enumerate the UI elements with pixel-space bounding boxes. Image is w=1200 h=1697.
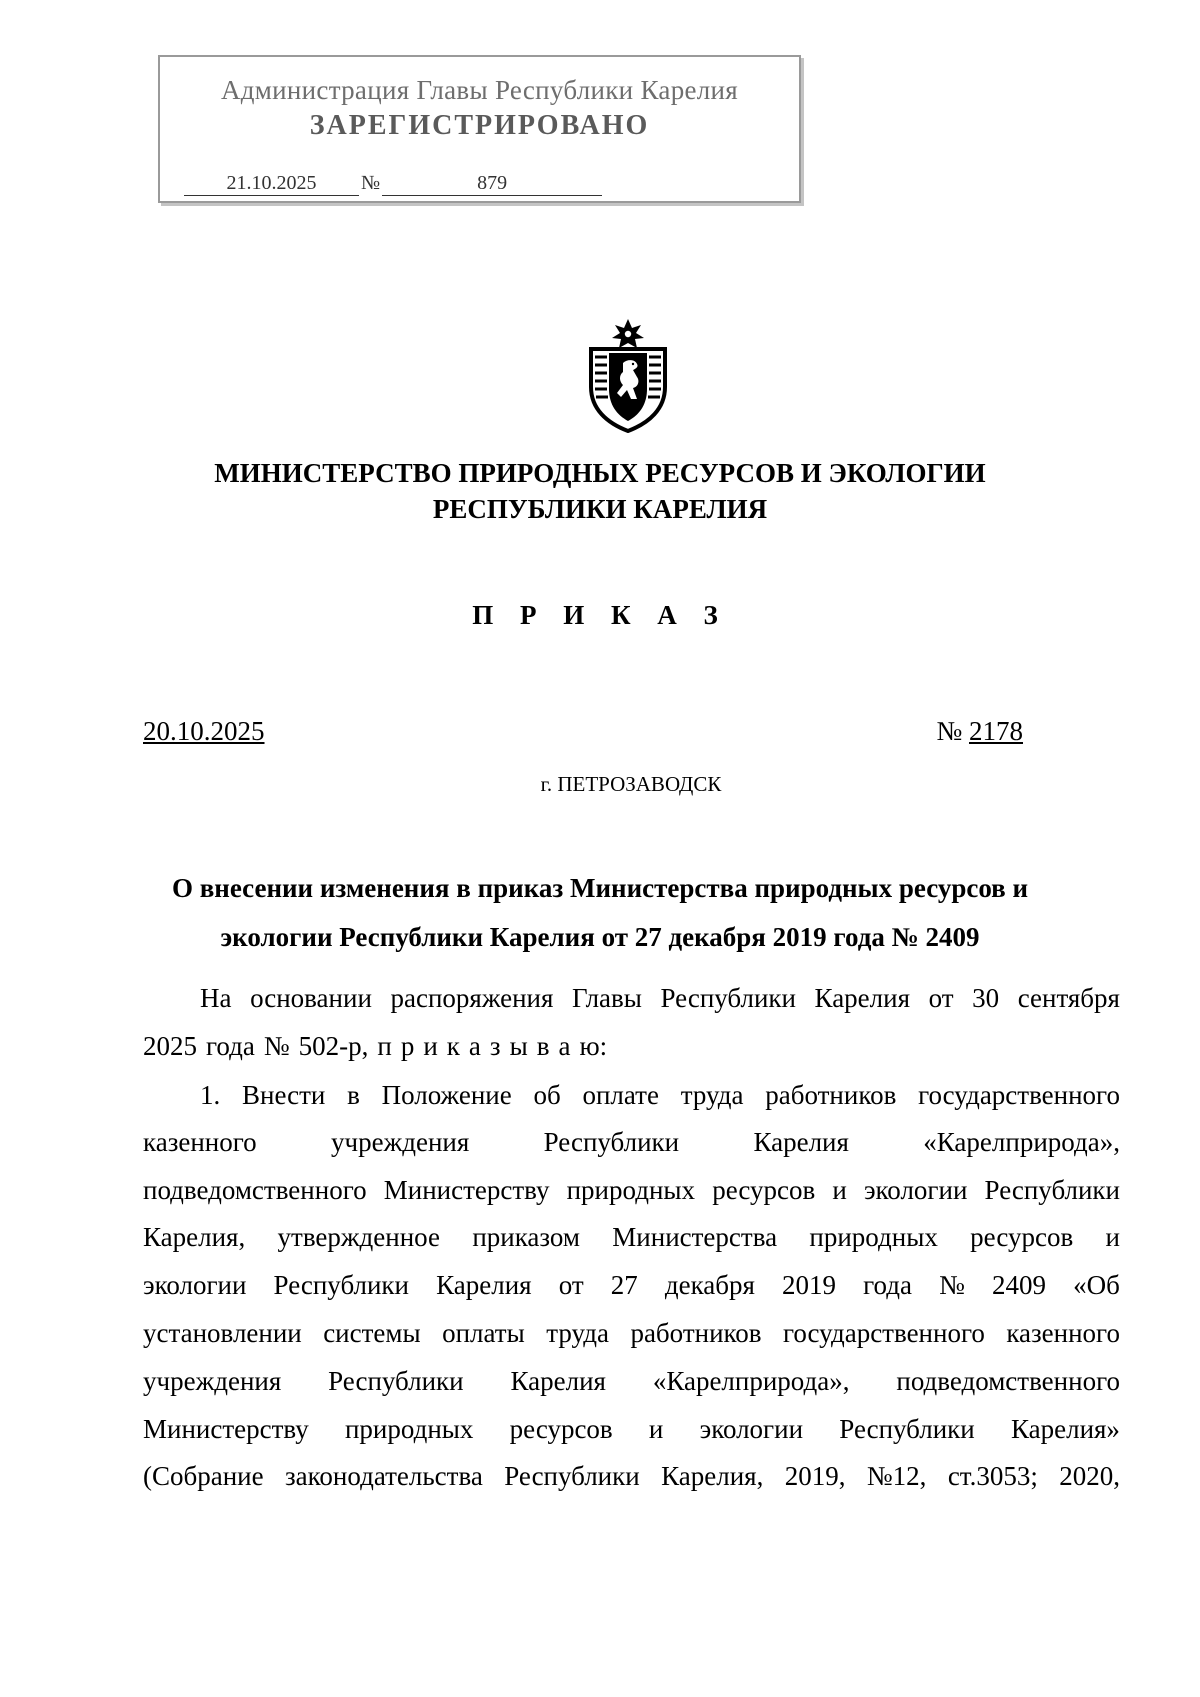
body-line: подведомственного Министерству природных ресурсов и экологии Республики: [143, 1175, 1120, 1205]
stamp-authority: Администрация Главы Республики Карелия: [220, 75, 739, 105]
body-line: На основании распоряжения Главы Республики Карелия от 30 сентября: [200, 983, 1120, 1013]
body-line: учреждения Республики Карелия «Карелприрода», подведомственного: [143, 1366, 1120, 1396]
body-line: (Собрание законодательства Республики Карелия, 2019, №12, ст.3053; 2020,: [143, 1461, 1120, 1491]
ministry-name-line1: МИНИСТЕРСТВО ПРИРОДНЫХ РЕСУРСОВ И ЭКОЛОГИИ: [214, 458, 986, 488]
city: г. ПЕТРОЗАВОДСК: [540, 772, 722, 796]
body-line: экологии Республики Карелия от 27 декабря 2019 года № 2409 «Об: [143, 1270, 1120, 1300]
stamp-number: 879: [382, 171, 602, 196]
order-number-sign: №: [936, 716, 963, 746]
body-line: установлении системы оплаты труда работников государственного казенного: [143, 1318, 1120, 1348]
stamp-registration-row: [184, 171, 602, 196]
order-number: [936, 716, 1023, 747]
body-line: казенного учреждения Республики Карелия «Карелприрода»,: [143, 1127, 1120, 1157]
stamp-date: 21.10.2025: [184, 171, 359, 196]
registration-stamp: [158, 55, 801, 203]
body-line: 1. Внести в Положение об оплате труда работников государственного: [200, 1080, 1120, 1110]
order-date: 20.10.2025: [143, 716, 265, 746]
order-number-value: 2178: [969, 716, 1023, 746]
order-title: П Р И К А З: [472, 600, 728, 630]
subject-line2: экологии Республики Карелия от 27 декабря 2019 года № 2409: [220, 922, 980, 952]
stamp-number-sign: №: [361, 172, 381, 194]
stamp-registered-label: ЗАРЕГИСТРИРОВАНО: [309, 110, 650, 141]
body-line: 2025 года № 502-р, п р и к а з ы в а ю:: [143, 1031, 608, 1061]
body-line: Министерству природных ресурсов и экологии Республики Карелия»: [143, 1414, 1120, 1444]
ministry-name-line2: РЕСПУБЛИКИ КАРЕЛИЯ: [432, 494, 768, 524]
body-line: Карелия, утвержденное приказом Министерства природных ресурсов и: [143, 1222, 1120, 1252]
subject-line1: О внесении изменения в приказ Министерства природных ресурсов и: [171, 873, 1029, 903]
coat-of-arms-karelia-icon: [583, 317, 673, 433]
